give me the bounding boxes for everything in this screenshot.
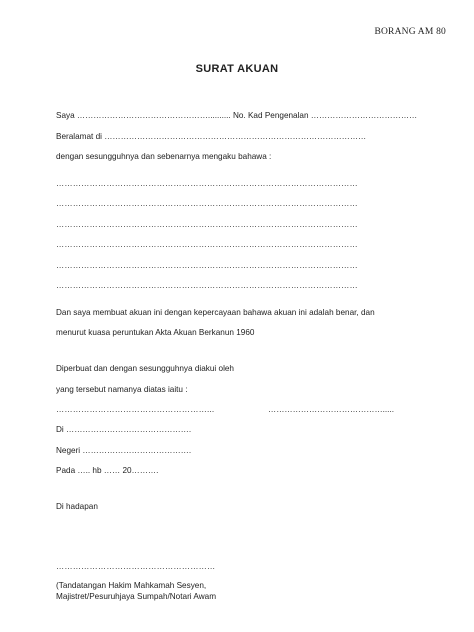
declaration-blank-line-4: ……………………………………………………………………………………………… bbox=[56, 240, 358, 249]
before-label: Di hadapan bbox=[56, 502, 98, 511]
declaration-blank-line-2: ……………………………………………………………………………………………… bbox=[56, 199, 358, 208]
witness-caption-2: Majistret/Pesuruhjaya Sumpah/Notari Awam bbox=[56, 592, 217, 601]
date-line: Pada ….. hb …… 20………. bbox=[56, 466, 159, 475]
witness-signature-dots: ………………………………………………… bbox=[56, 562, 216, 571]
place-line: Di ………………………………………. bbox=[56, 425, 192, 434]
statement-line-1: Dan saya membuat akuan ini dengan kepercayaan bahawa akuan ini adalah benar, dan bbox=[56, 308, 375, 317]
witness-caption-1: (Tandatangan Hakim Mahkamah Sesyen, bbox=[56, 581, 207, 590]
named-above-line: yang tersebut namanya diatas iaitu : bbox=[56, 385, 188, 394]
statement-line-2: menurut kuasa peruntukan Akta Akuan Berkanun 1960 bbox=[56, 328, 255, 337]
state-line: Negeri …………………………………. bbox=[56, 446, 192, 455]
declaration-blank-line-1: ……………………………………………………………………………………………… bbox=[56, 179, 358, 188]
address-line: Beralamat di …………………………………………………………………………………… bbox=[56, 132, 367, 141]
document-title: SURAT AKUAN bbox=[195, 63, 279, 75]
name-ic-line: Saya ………………………………………….......... No. Kad Pengenalan ………………………………… bbox=[56, 111, 418, 120]
declaration-blank-line-6: ……………………………………………………………………………………………… bbox=[56, 281, 358, 290]
declaration-blank-line-5: ……………………………………………………………………………………………… bbox=[56, 261, 358, 270]
declared-by-line: Diperbuat dan dengan sesungguhnya diakui oleh bbox=[56, 364, 234, 373]
declarant-signature-dots: ………………………………………………... bbox=[56, 405, 215, 414]
declaration-blank-line-3: ……………………………………………………………………………………………… bbox=[56, 220, 358, 229]
declaration-intro: dengan sesungguhnya dan sebenarnya mengaku bahawa : bbox=[56, 152, 272, 161]
declarant-name-dots: ……………………………………..... bbox=[268, 405, 394, 414]
form-code: BORANG AM 80 bbox=[374, 27, 446, 37]
